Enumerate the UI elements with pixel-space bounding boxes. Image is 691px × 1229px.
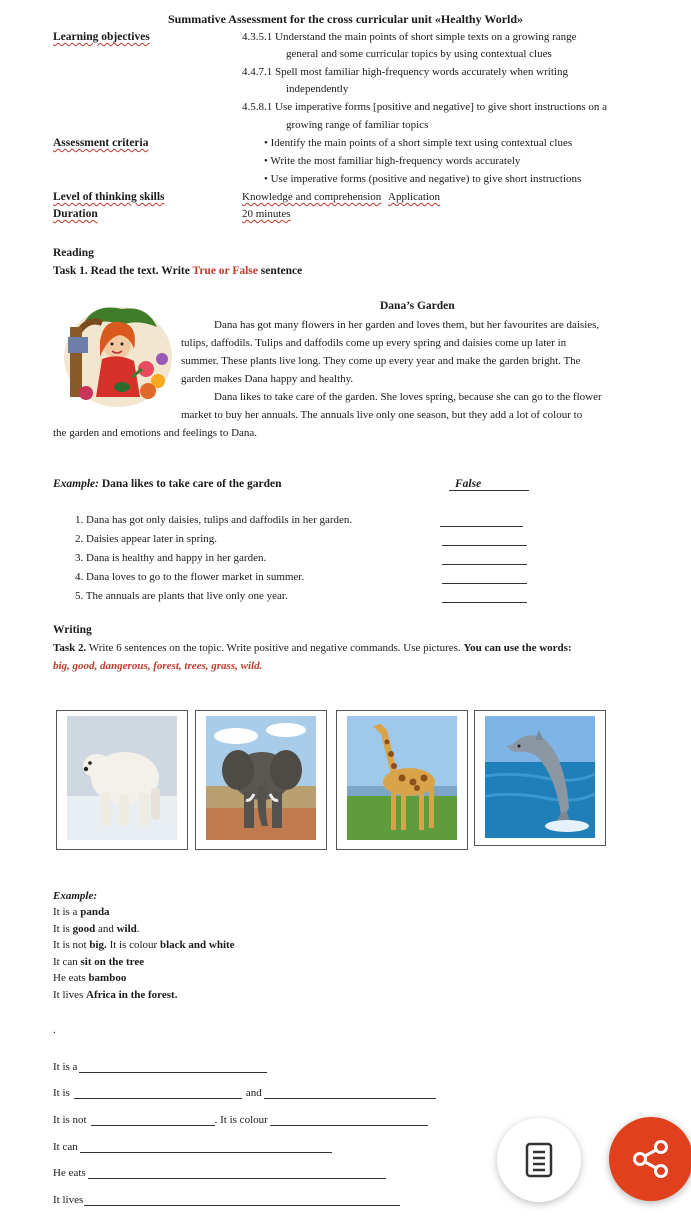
objective-2-line-2: independently: [286, 83, 349, 95]
task-2-instruction: [53, 642, 572, 654]
giraffe-picture: [336, 710, 468, 850]
objective-1-line-1: 4.3.5.1 Understand the main points of short simple texts on a growing range: [242, 31, 577, 43]
writing-example-line-6: It lives Africa in the forest.: [53, 989, 178, 1001]
task-2-prefix: Task 2.: [53, 642, 87, 654]
story-line-2: tulips, daffodils. Tulips and daffodils come up every spring and daisies come up later in: [181, 337, 567, 349]
label-learning-objectives: Learning objectives: [53, 31, 150, 43]
objective-2-line-1: 4.4.7.1 Spell most familiar high-frequency words accurately when writing: [242, 66, 568, 78]
fill-line-3: It is not . It is colour: [53, 1113, 428, 1126]
fill-blank-1[interactable]: [79, 1060, 267, 1073]
reading-example-answer: False: [449, 478, 529, 491]
stray-dot: .: [53, 1024, 56, 1036]
document-view-button[interactable]: [497, 1118, 581, 1202]
objective-3-line-2: growing range of familiar topics: [286, 119, 429, 131]
criterion-1: • Identify the main points of a short simple text using contextual clues: [264, 137, 573, 149]
story-line-4: garden makes Dana happy and healthy.: [181, 373, 354, 385]
task-2-text: Write 6 sentences on the topic. Write positive and negative commands. Use pictures.: [86, 642, 464, 654]
share-button[interactable]: [609, 1117, 691, 1201]
story-line-3: summer. These plants live long. They come up every year and make the garden bright. The: [181, 355, 581, 367]
dana-illustration: [62, 297, 174, 409]
story-title: Dana’s Garden: [380, 300, 455, 312]
story-line-7: the garden and emotions and feelings to Dana.: [53, 427, 258, 439]
writing-example-label: Example:: [53, 890, 97, 902]
label-assessment-criteria: Assessment criteria: [53, 137, 149, 149]
task-1-prefix: Task 1. Read the text. Write: [53, 265, 193, 277]
elephant-picture: [195, 710, 327, 850]
writing-example-line-3: It is not big. It is colour black and white: [53, 939, 235, 951]
answer-blank-1[interactable]: [440, 514, 523, 527]
reading-heading: Reading: [53, 247, 94, 259]
reading-example: [53, 478, 282, 490]
objective-1-line-2: general and some curricular topics by using contextual clues: [286, 48, 552, 60]
story-line-5: Dana likes to take care of the garden. She loves spring, because she can go to the flower: [214, 391, 602, 403]
answer-blank-2[interactable]: [442, 533, 527, 546]
label-duration: Duration: [53, 208, 98, 220]
thinking-skills-value: [242, 191, 440, 203]
question-4: 4. Dana loves to go to the flower market in summer.: [75, 571, 305, 583]
task-2-word-list: big, good, dangerous, forest, trees, grass, wild.: [53, 660, 263, 672]
question-2: 2. Daisies appear later in spring.: [75, 533, 218, 545]
writing-example-line-2: It is good and wild.: [53, 923, 140, 935]
objective-3-line-1: 4.5.8.1 Use imperative forms [positive and negative] to give short instructions on a: [242, 101, 608, 113]
page-title: Summative Assessment for the cross curricular unit «Healthy World»: [167, 12, 524, 26]
fill-line-5: He eats: [53, 1166, 386, 1179]
task-2-bold: You can use the words:: [463, 642, 572, 654]
dolphin-picture: [474, 710, 606, 846]
fill-blank-2b[interactable]: [264, 1086, 436, 1099]
answer-blank-3[interactable]: [442, 552, 527, 565]
answer-blank-5[interactable]: [442, 590, 527, 603]
label-thinking-skills: Level of thinking skills: [53, 191, 165, 203]
fill-blank-4[interactable]: [80, 1140, 332, 1153]
answer-blank-4[interactable]: [442, 571, 527, 584]
fill-line-6: It lives: [53, 1193, 400, 1206]
task-1-highlight: True or False: [192, 265, 258, 277]
writing-example-line-5: He eats bamboo: [53, 972, 127, 984]
story-line-1: Dana has got many flowers in her garden and loves them, but her favourites are daisies,: [214, 319, 600, 331]
fill-line-1: It is a: [53, 1060, 267, 1073]
fill-blank-3a[interactable]: [91, 1113, 215, 1126]
duration-value: 20 minutes: [242, 208, 291, 220]
task-1-suffix: sentence: [257, 265, 303, 277]
fill-blank-2a[interactable]: [74, 1086, 242, 1099]
thinking-skill-knowledge: Knowledge and comprehension: [242, 191, 382, 203]
reading-example-text: Dana likes to take care of the garden: [99, 478, 282, 490]
fill-line-2: It is and: [53, 1086, 436, 1099]
document-list-icon: [525, 1142, 553, 1178]
criterion-3: • Use imperative forms (positive and negative) to give short instructions: [264, 173, 582, 185]
writing-example-line-4: It can sit on the tree: [53, 956, 145, 968]
criterion-2: • Write the most familiar high-frequency words accurately: [264, 155, 521, 167]
fill-blank-6[interactable]: [84, 1193, 400, 1206]
question-1: 1. Dana has got only daisies, tulips and daffodils in her garden.: [75, 514, 353, 526]
fill-blank-3b[interactable]: [270, 1113, 428, 1126]
question-3: 3. Dana is healthy and happy in her garden.: [75, 552, 267, 564]
story-line-6: market to buy her annuals. The annuals live only one season, but they add a lot of colour to: [181, 409, 583, 421]
writing-heading: Writing: [53, 624, 92, 636]
writing-example-line-1: It is a panda: [53, 906, 110, 918]
polar-bear-picture: [56, 710, 188, 850]
share-icon: [631, 1139, 671, 1179]
question-5: 5. The annuals are plants that live only one year.: [75, 590, 288, 602]
thinking-skill-application: Application: [388, 191, 440, 203]
fill-line-4: It can: [53, 1140, 332, 1153]
fill-blank-5[interactable]: [88, 1166, 386, 1179]
reading-example-label: Example:: [53, 478, 99, 490]
task-1-instruction: [53, 265, 302, 277]
